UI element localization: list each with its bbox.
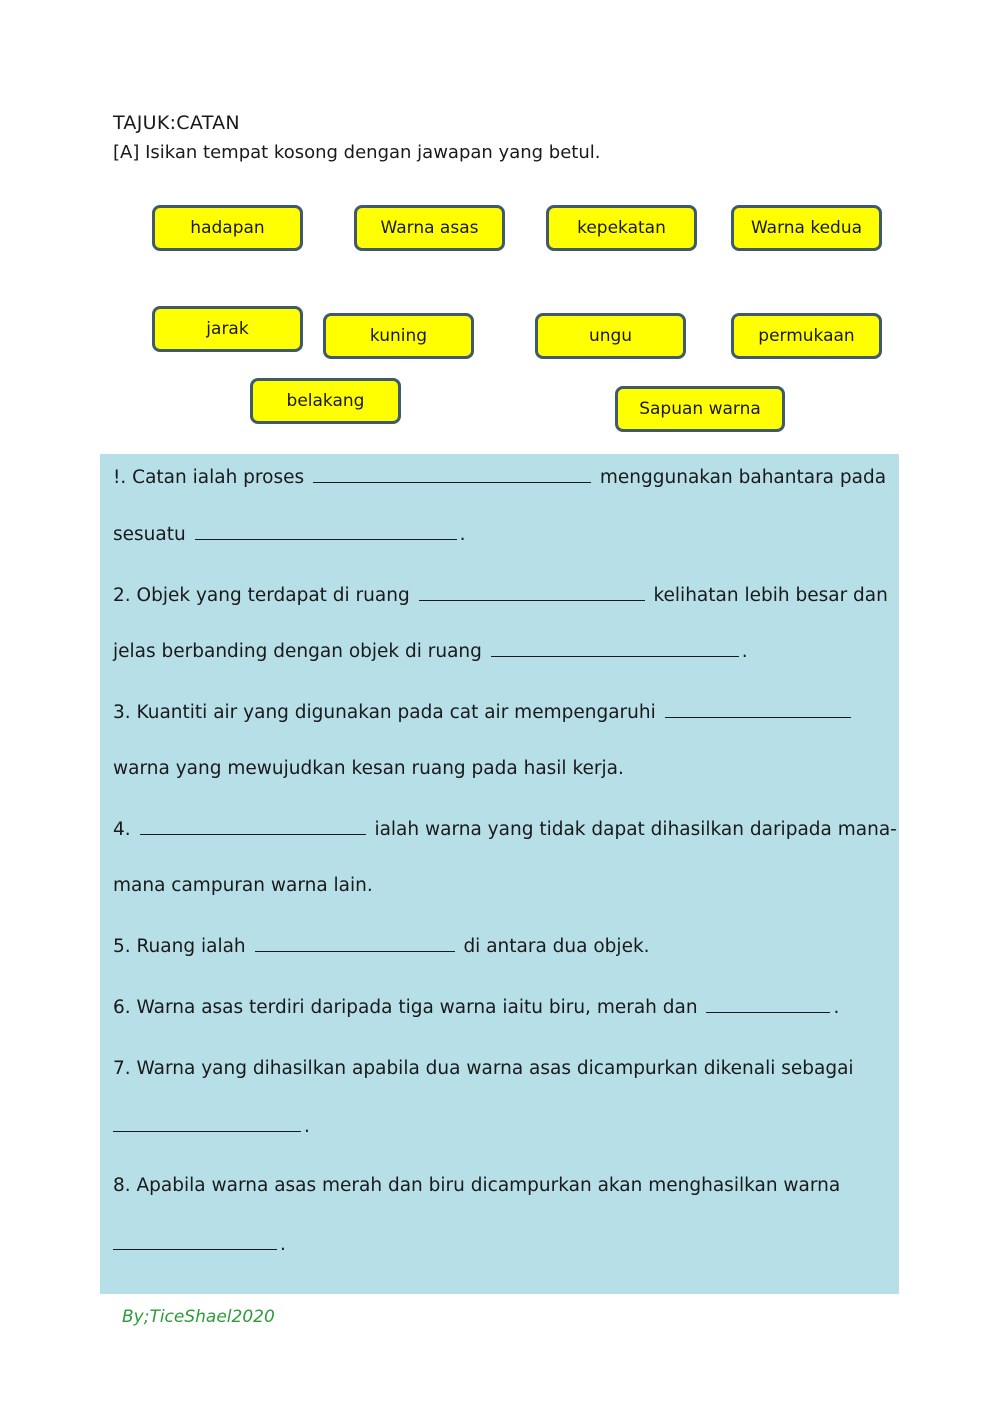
question-3-line-1 (113, 702, 854, 723)
question-8-line-2 (113, 1234, 286, 1255)
question-5-line-1 (113, 936, 650, 957)
word-chip-jarak[interactable]: jarak (152, 306, 303, 352)
q4-text-b: ialah warna yang tidak dapat dihasilkan daripada mana- (374, 819, 897, 840)
q2-text-a: 2. Objek yang terdapat di ruang (113, 585, 410, 606)
question-8-line-1 (113, 1175, 840, 1196)
q8-text-a: 8. Apabila warna asas merah dan biru dicampurkan akan menghasilkan warna (113, 1175, 841, 1196)
author-credit: By;TiceShael2020 (122, 1307, 275, 1327)
q4-text-a: 4. (113, 819, 131, 840)
q3-text-b: warna yang mewujudkan kesan ruang pada hasil kerja. (113, 758, 624, 779)
word-chip-sapuan-warna[interactable]: Sapuan warna (615, 386, 785, 432)
q4-blank-1[interactable] (140, 833, 366, 835)
q2-blank-1[interactable] (419, 599, 645, 601)
q4-text-c: mana campuran warna lain. (113, 875, 373, 896)
question-2-line-1 (113, 585, 888, 606)
question-4-line-2 (113, 875, 373, 896)
q3-text-a: 3. Kuantiti air yang digunakan pada cat air mempengaruhi (113, 702, 656, 723)
q1-text-c: sesuatu (113, 524, 186, 545)
q2-period: . (741, 641, 748, 662)
questions-panel (100, 454, 899, 1294)
question-3-line-2 (113, 758, 624, 779)
word-chip-warna-asas[interactable]: Warna asas (354, 205, 505, 251)
q7-text-a: 7. Warna yang dihasilkan apabila dua warna asas dicampurkan dikenali sebagai (113, 1058, 854, 1079)
word-chip-ungu[interactable]: ungu (535, 313, 686, 359)
instruction-text: [A] Isikan tempat kosong dengan jawapan yang betul. (113, 142, 601, 163)
question-6-line-1 (113, 997, 839, 1018)
question-1-line-1 (113, 467, 886, 488)
q3-blank-1[interactable] (665, 716, 851, 718)
q2-blank-2[interactable] (491, 655, 739, 657)
word-chip-warna-kedua[interactable]: Warna kedua (731, 205, 882, 251)
q6-blank-1[interactable] (706, 1011, 830, 1013)
q5-text-a: 5. Ruang ialah (113, 936, 246, 957)
question-7-line-1 (113, 1058, 854, 1079)
q7-blank-1[interactable] (113, 1130, 301, 1132)
question-1-line-2 (113, 524, 465, 545)
q5-text-b: di antara dua objek. (463, 936, 650, 957)
q1-blank-2[interactable] (195, 538, 457, 540)
question-4-line-1 (113, 819, 897, 840)
q1-blank-1[interactable] (313, 481, 591, 483)
q7-period: . (304, 1116, 310, 1137)
q5-blank-1[interactable] (255, 950, 455, 952)
q8-period: . (280, 1234, 286, 1255)
question-7-line-2 (113, 1116, 310, 1137)
question-2-line-2 (113, 641, 748, 662)
word-chip-belakang[interactable]: belakang (250, 378, 401, 424)
q1-text-a: !. Catan ialah proses (113, 467, 305, 488)
word-chip-kuning[interactable]: kuning (323, 313, 474, 359)
q2-text-c: jelas berbanding dengan objek di ruang (113, 641, 482, 662)
q8-blank-1[interactable] (113, 1248, 277, 1250)
q1-text-b: menggunakan bahantara pada (599, 467, 887, 488)
q2-text-b: kelihatan lebih besar dan (653, 585, 888, 606)
q6-text-a: 6. Warna asas terdiri daripada tiga warna iaitu biru, merah dan (113, 997, 698, 1018)
q6-period: . (833, 997, 840, 1018)
q1-period: . (459, 524, 466, 545)
word-chip-permukaan[interactable]: permukaan (731, 313, 882, 359)
worksheet-title: TAJUK:CATAN (113, 112, 240, 134)
word-chip-kepekatan[interactable]: kepekatan (546, 205, 697, 251)
word-chip-hadapan[interactable]: hadapan (152, 205, 303, 251)
